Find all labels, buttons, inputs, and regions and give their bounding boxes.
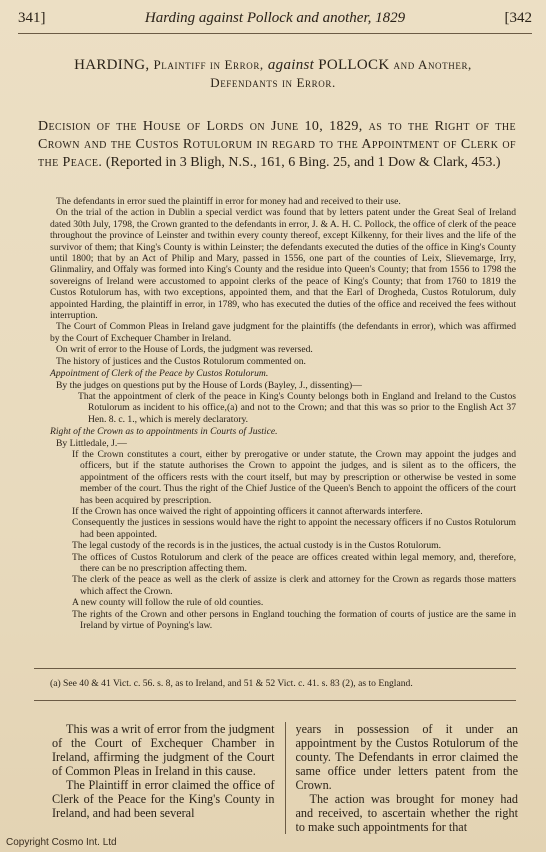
headnote-subheading: Appointment of Clerk of the Peace by Custos Rotulorum. (50, 368, 269, 380)
headnote-para: The offices of Custos Rotulorum and clerk of the peace are offices created within legal memory, and, therefore, there can be no prescription affecting them. (72, 551, 516, 574)
headnote-para: If the Crown constitutes a court, either by prerogative or under statute, the Crown may appoint the judges and officers, but if the statute authorises the Crown to appoint the judges, and is silent as to the officers, the appointment of the officers rests with the court itself, but may by prescription or otherwise be vested in some member of the court. Thus the right of the Chief Justice of the Queen's Bench to appoint the officers of the court has been acquired by prescription. (72, 448, 516, 506)
decision-heading (38, 118, 516, 172)
case-plaintiff: HARDING, (74, 57, 150, 73)
headnote-para: On writ of error to the House of Lords, the judgment was reversed. (56, 344, 313, 356)
headnote (50, 196, 516, 631)
column-divider (285, 722, 286, 834)
case-defendant-role: Defendants in Error. (210, 75, 336, 90)
headnote-para: By Littledale, J.— (56, 437, 127, 449)
headnote-para: That the appointment of clerk of the peace in King's County belongs both in England and Ireland to the Custos Rotulorum as incident to his office,(a) and not to the Crown; and that this was so prior to the English Act 37 Hen. 8. c. 1., which is merely declaratory. (78, 390, 516, 425)
case-defendant: POLLOCK (318, 57, 390, 73)
headnote-para: The legal custody of the records is in the justices, the actual custody is in the Custos Rotulorum. (72, 540, 442, 552)
headnote-para: The clerk of the peace as well as the clerk of assize is clerk and attorney for the Crown as regards those matters which affect the Crown. (72, 574, 516, 597)
column-para: The action was brought for money had and received, to ascertain whether the right to make such appointments for that (295, 792, 518, 834)
decision-reference: (Reported in 3 Bligh, N.S., 161, 6 Bing. 25, and 1 Dow & Clark, 453.) (105, 155, 501, 170)
headnote-para: On the trial of the action in Dublin a special verdict was found that by letters patent under the Great Seal of Ireland dated 30th July, 1798, the Crown granted to the defendants in error, J. & A. H. C. Pollock, the office of clerk of the peace throughout the province of Leinster and twithin every county thereof, except Kilkenny, for their lives and the life of the survivor of them; that King's County is within Leinster; the defendants executed the duties of the office in King's County until 1800; that by an Act of Philip and Mary, passed in 1556, one part of the counties of Leix, Slievemarge, Irry, Glinmaliry, and Offaly was formed into King's County and the residue into Queen's County; that from 1556 to 1798 the sovereigns of Ireland were accustomed to appoint clerks of the peace of King's County; that from 1760 to 1819 the Custos Rotulorum has, with two exceptions, appointed them, and that the Earl of Drogheda, Custos Rotulorum, duly appointed Harding, the plaintiff in error, in 1789, who has executed the duties of the office and received the fees without interruption. (50, 207, 516, 322)
headnote-para: By the judges on questions put by the House of Lords (Bayley, J., dissenting)— (56, 379, 362, 391)
footnote: (a) See 40 & 41 Vict. c. 56. s. 8, as to Ireland, and 51 & 52 Vict. c. 41. s. 83 (2), as to England. (50, 678, 413, 689)
running-header (18, 10, 532, 34)
copyright-watermark: Copyright Cosmo Int. Ltd (6, 837, 117, 848)
headnote-para: If the Crown has once waived the right of appointing officers it cannot afterwards interfere. (72, 505, 423, 517)
case-plaintiff-role: Plaintiff in Error, (153, 57, 264, 72)
headnote-para: The history of justices and the Custos Rotulorum commented on. (56, 355, 306, 367)
case-defendant-extra: and Another, (393, 57, 472, 72)
headnote-para: Consequently the justices in sessions would have the right to appoint the necessary officers if no Custos Rotulorum had been appointed. (72, 517, 516, 540)
headnote-subheading: Right of the Crown as to appointments in Courts of Justice. (50, 426, 278, 438)
case-title (30, 56, 516, 92)
column-para: The Plaintiff in error claimed the office of Clerk of the Peace for the King's County in Ireland, and had been several (52, 778, 275, 820)
left-column (52, 722, 275, 834)
page-number-right: [342 (504, 10, 532, 26)
divider-rule (34, 700, 516, 701)
headnote-para: The rights of the Crown and other persons in England touching the formation of courts of justice are the same in Ireland by virtue of Poyning's law. (72, 608, 516, 632)
right-column (296, 722, 519, 834)
running-title: Harding against Pollock and another, 1829 (144, 10, 406, 26)
column-para: years in possession of it under an appointment by the Custos Rotulorum of the county. The Defendants in error claimed the same office under letters patent from the Crown. (295, 722, 518, 792)
page-number-left: 341] (18, 10, 46, 26)
headnote-para: A new county will follow the rule of old counties. (72, 597, 264, 609)
decision-text: Decision of the House of Lords on June 10, 1829, as to the Right of the Crown and the Custos Rotulorum in regard to the Appointment of Clerk of the Peace. (38, 119, 516, 170)
headnote-para: The Court of Common Pleas in Ireland gave judgment for the plaintiffs (the defendants in error), which was affirmed by the Court of Exchequer Chamber in Ireland. (50, 321, 516, 344)
body-columns (52, 722, 518, 834)
case-against: against (267, 57, 315, 73)
divider-rule (34, 668, 516, 669)
column-para: This was a writ of error from the judgment of the Court of Exchequer Chamber in Ireland, affirming the judgment of the Court of Common Pleas in Ireland in this cause. (52, 722, 275, 778)
headnote-para: The defendants in error sued the plaintiff in error for money had and received to their use. (56, 196, 401, 207)
